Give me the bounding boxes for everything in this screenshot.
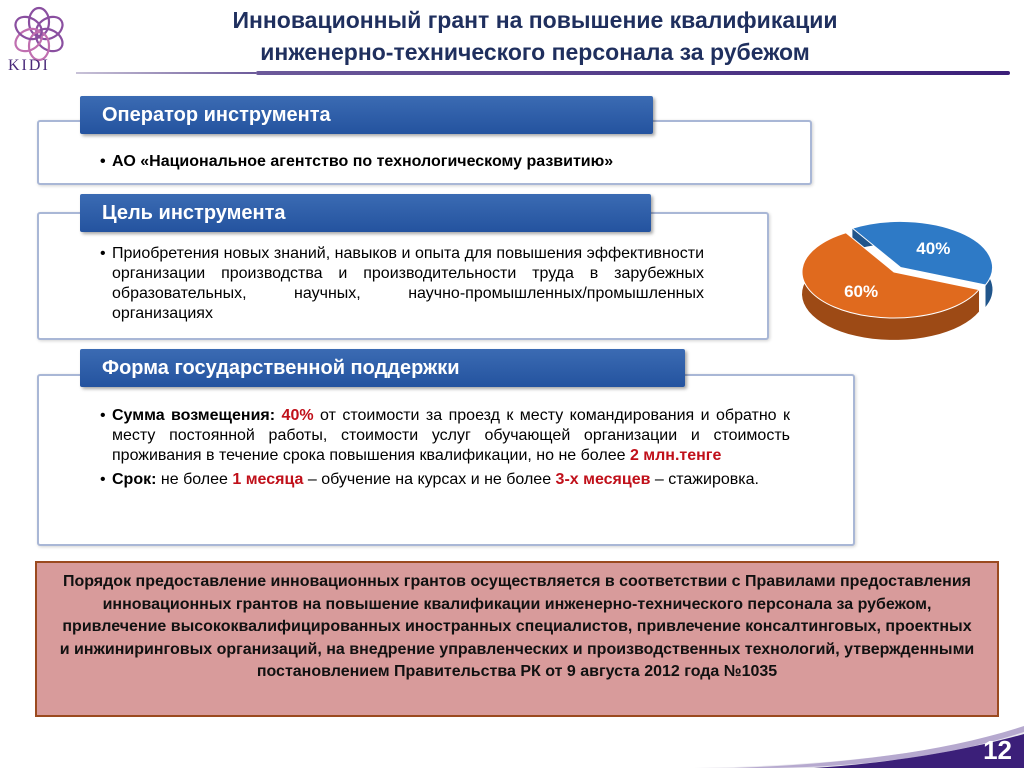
list-item	[100, 152, 800, 172]
term-highlight-2: 3-х месяцев	[555, 471, 651, 488]
pie-label-2: 60%	[844, 282, 879, 302]
operator-heading: Оператор инструмента	[80, 96, 653, 134]
title-rule-left	[76, 72, 256, 74]
amount-limit: 2 млн.тенге	[629, 447, 722, 464]
bullet-icon: •	[100, 471, 106, 488]
list-item	[100, 244, 704, 324]
pie-chart	[786, 212, 1002, 344]
page-number: 12	[983, 735, 1012, 765]
term-text-3: – стажировка.	[654, 471, 759, 488]
goal-heading: Цель инструмента	[80, 194, 651, 232]
amount-text: от стоимости за проезд к месту командирования и обратно к месту постоянной работы, стоимости услуг обучающей организации и стоимость проживания в течение срока повышения квалификации, но не более	[112, 407, 791, 464]
title-rule	[256, 71, 1010, 75]
page-title	[140, 4, 930, 68]
amount-label: Сумма возмещения:	[112, 407, 276, 424]
pie-label-1: 40%	[916, 239, 951, 259]
goal-body	[100, 244, 704, 324]
title-line-1: Инновационный грант на повышение квалификации	[232, 7, 838, 33]
notice-box	[35, 561, 999, 717]
support-heading: Форма государственной поддержки	[80, 349, 685, 387]
corner-decoration	[694, 718, 1024, 768]
operator-body	[100, 152, 800, 172]
list-item	[100, 406, 790, 466]
bullet-icon: •	[100, 407, 106, 424]
list-item	[100, 470, 790, 490]
notice-text: Порядок предоставление инновационных грантов осуществляется в соответствии с Правилами предоставления инновационных грантов на повышение квалификации инженерно-технического персонала за рубежом, привлечение высококвалифицированных иностранных специалистов, привлечение консалтинговых, проектных и инжиниринговых организаций, на внедрение управленческих и производственных технологий, утвержденными постановлением Правительства РК от 9 августа 2012 года №1035	[59, 573, 975, 680]
goal-text: Приобретения новых знаний, навыков и опыта для повышения эффективности организации производства и производительности труда в зарубежных образовательных, научных, научно-промышленных/промышленных организациях	[112, 245, 704, 322]
term-text-2: – обучение на курсах и не более	[307, 471, 552, 488]
term-text-1: не более	[160, 471, 228, 488]
operator-text: АО «Национальное агентство по технологическому развитию»	[112, 153, 614, 170]
amount-percent: 40%	[281, 407, 314, 424]
term-highlight-1: 1 месяца	[232, 471, 304, 488]
bullet-icon: •	[100, 245, 106, 262]
title-line-2: инженерно-технического персонала за рубежом	[260, 39, 810, 65]
term-label: Срок:	[112, 471, 157, 488]
logo-text: KIDI	[8, 57, 50, 74]
bullet-icon: •	[100, 153, 106, 170]
support-body	[100, 406, 790, 490]
